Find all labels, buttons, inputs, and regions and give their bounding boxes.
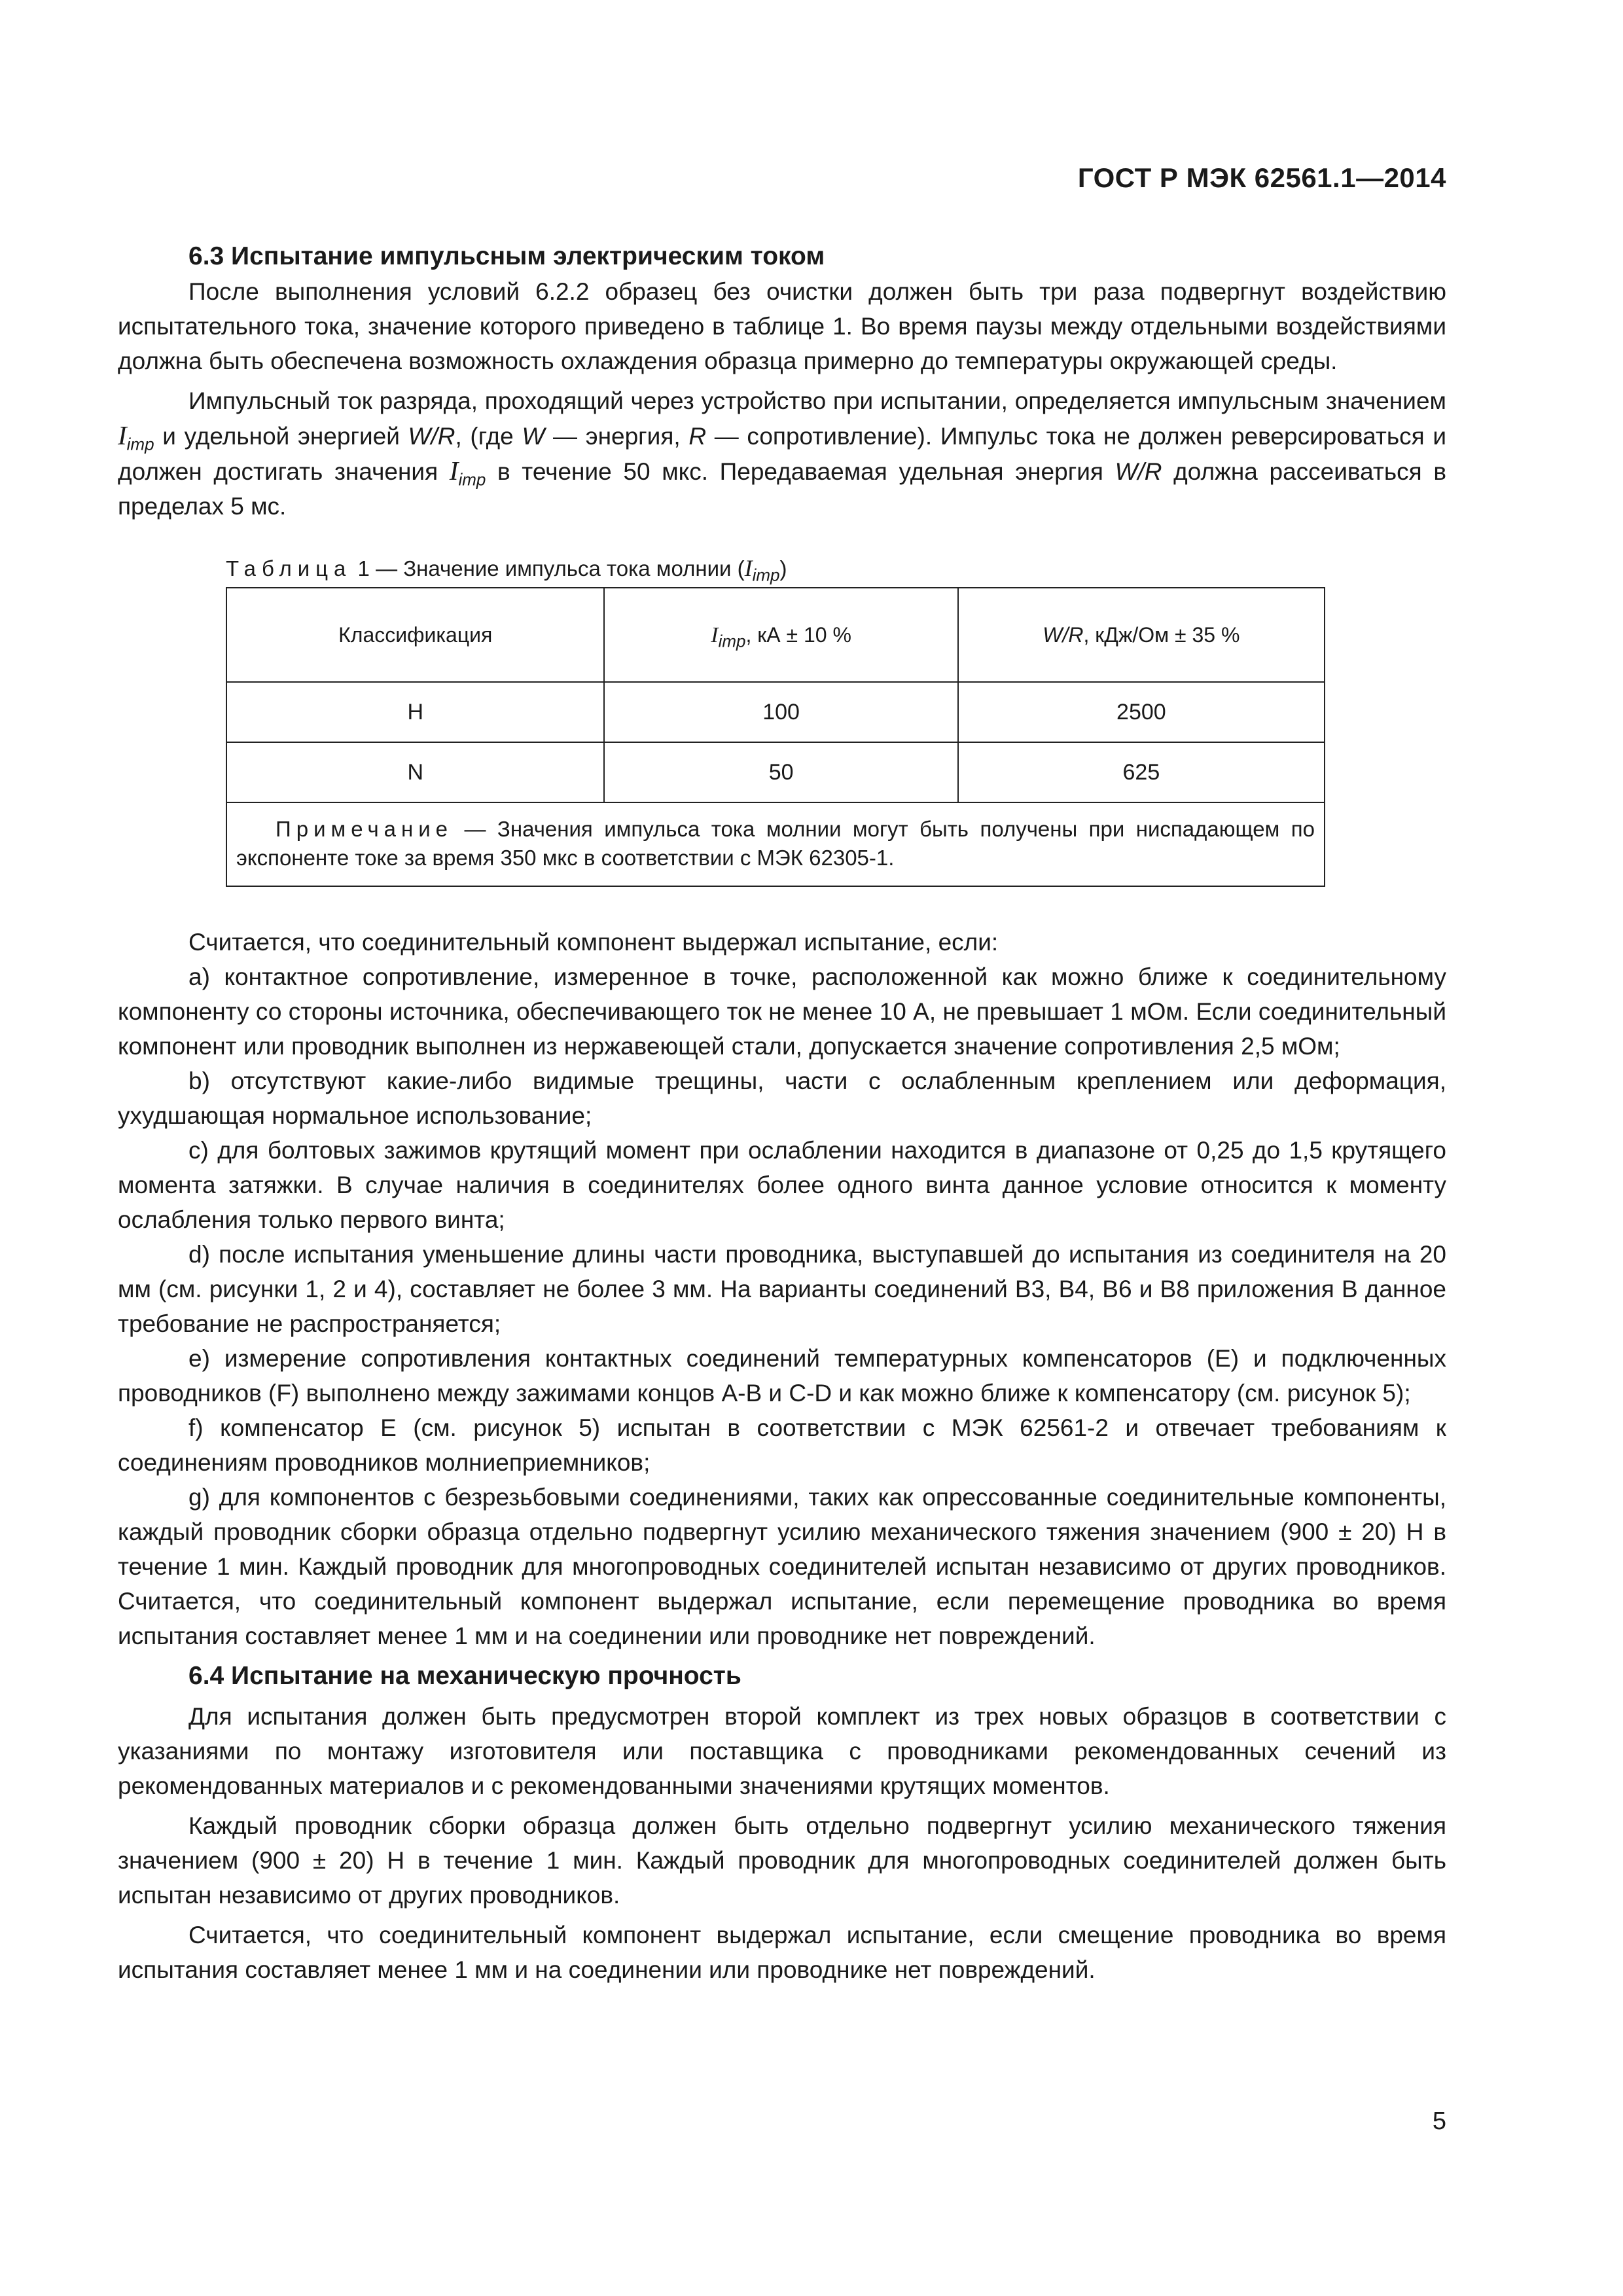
cell-imp: 100 bbox=[604, 682, 957, 742]
table-1-caption: Таблица 1 — Значение импульса тока молнии $(I_{imp})$ bbox=[226, 555, 787, 585]
cell-class: H bbox=[226, 682, 604, 742]
section-6-4-paragraph-2: Каждый проводник сборки образца должен быть отдельно подвергнут усилию механического тяжения значением (900 ± 20) Н в течение 1 мин. Каждый проводник для многопроводных соединителей должен быть испытан независимо от других проводников. bbox=[118, 1812, 1446, 1909]
criterion-b: b) отсутствуют какие-либо видимые трещины, части с ослабленным креплением или деформация, ухудшающая нормальное использование; bbox=[118, 1067, 1446, 1129]
criterion-c: c) для болтовых зажимов крутящий момент при ослаблении находится в диапазоне от 0,25 до 1,5 крутящего момента затяжки. В случае наличия в соединителях более одного винта данное условие относится к моменту ослабления только первого винта; bbox=[118, 1137, 1446, 1233]
criterion-f: f) компенсатор E (см. рисунок 5) испытан в соответствии с МЭК 62561-2 и отвечает требованиям к соединениям проводников молниеприемников; bbox=[118, 1414, 1446, 1476]
table-row bbox=[226, 682, 1325, 742]
table-note-row bbox=[226, 802, 1325, 886]
header-wr: W/R, кДж/Ом ± 35 % bbox=[958, 588, 1325, 682]
cell-wr: 625 bbox=[958, 742, 1325, 802]
page-content bbox=[118, 239, 1446, 1987]
section-6-3-heading: 6.3 Испытание импульсным электрическим током bbox=[188, 242, 825, 270]
section-6-4-paragraph-3: Считается, что соединительный компонент выдержал испытание, если смещение проводника во время испытания составляет менее 1 мм и на соединении или проводнике нет повреждений. bbox=[118, 1922, 1446, 1983]
criterion-d: d) после испытания уменьшение длины части проводника, выступавшей до испытания из соединителя на 20 мм (см. рисунки 1, 2 и 4), составляет не более 3 мм. На варианты соединений B3, B4, B6 и B8 приложения B данное требование не распространяется; bbox=[118, 1241, 1446, 1337]
criterion-a: a) контактное сопротивление, измеренное в точке, расположенной как можно ближе к соединительному компоненту со стороны источника, обеспечивающего ток не менее 10 А, не превышает 1 мОм. Если соединительный компонент или проводник выполнен из нержавеющей стали, допускается значение сопротивления 2,5 мОм; bbox=[118, 963, 1446, 1060]
page-number: 5 bbox=[1432, 2108, 1446, 2135]
table-note: Примечание — Значения импульса тока молнии могут быть получены при ниспадающем по экспоненте токе за время 350 мкс в соответствии с МЭК 62305-1. bbox=[226, 802, 1325, 886]
cell-imp: 50 bbox=[604, 742, 957, 802]
section-6-3-paragraph-1: После выполнения условий 6.2.2 образец без очистки должен быть три раза подвергнут воздействию испытательного тока, значение которого приведено в таблице 1. Во время паузы между отдельными воздействиями должна быть обеспечена возможность охлаждения образца примерно до температуры окружающей среды. bbox=[118, 278, 1446, 374]
header-imp: $I_{imp}$, кА ± 10 % bbox=[604, 588, 957, 682]
table-row bbox=[226, 742, 1325, 802]
section-6-4-paragraph-1: Для испытания должен быть предусмотрен второй комплект из трех новых образцов в соответствии с указаниями по монтажу изготовителя или поставщика с проводниками рекомендованных сечений из рекомендованных материалов и с рекомендованными значениями крутящих моментов. bbox=[118, 1703, 1446, 1799]
section-6-4-heading: 6.4 Испытание на механическую прочность bbox=[188, 1662, 741, 1690]
table-header-row bbox=[226, 588, 1325, 682]
header-classification: Классификация bbox=[226, 588, 604, 682]
criterion-e: e) измерение сопротивления контактных соединений температурных компенсаторов (E) и подключенных проводников (F) выполнено между зажимами концов A-B и C-D и как можно ближе к компенсатору (см. рисунок 5); bbox=[118, 1345, 1446, 1407]
cell-class: N bbox=[226, 742, 604, 802]
criterion-g: g) для компонентов с безрезьбовыми соединениями, таких как опрессованные соединительные компоненты, каждый проводник сборки образца отдельно подвергнут усилию механического тяжения значением (900 ± 20) Н в течение 1 мин. Каждый проводник для многопроводных соединителей испытан независимо от других проводников. Считается, что соединительный компонент выдержал испытание, если перемещение проводника во время испытания составляет менее 1 мм и на соединении или проводнике нет повреждений. bbox=[118, 1484, 1446, 1649]
criteria-intro: Считается, что соединительный компонент выдержал испытание, если: bbox=[188, 929, 999, 956]
cell-wr: 2500 bbox=[958, 682, 1325, 742]
document-code: ГОСТ Р МЭК 62561.1—2014 bbox=[1077, 162, 1446, 193]
impulse-current-table bbox=[226, 587, 1325, 887]
section-6-3-paragraph-2: Импульсный ток разряда, проходящий через устройство при испытании, определяется импульсным значением $I_{imp}$ и удельной энергией W/R, (где W — энергия, R — сопротивление). Импульс тока не должен реверсироваться и должен достигать значения $I_{imp}$ в течение 50 мкс. Передаваемая удельная энергия W/R должна рассеиваться в пределах 5 мс. bbox=[118, 387, 1447, 520]
